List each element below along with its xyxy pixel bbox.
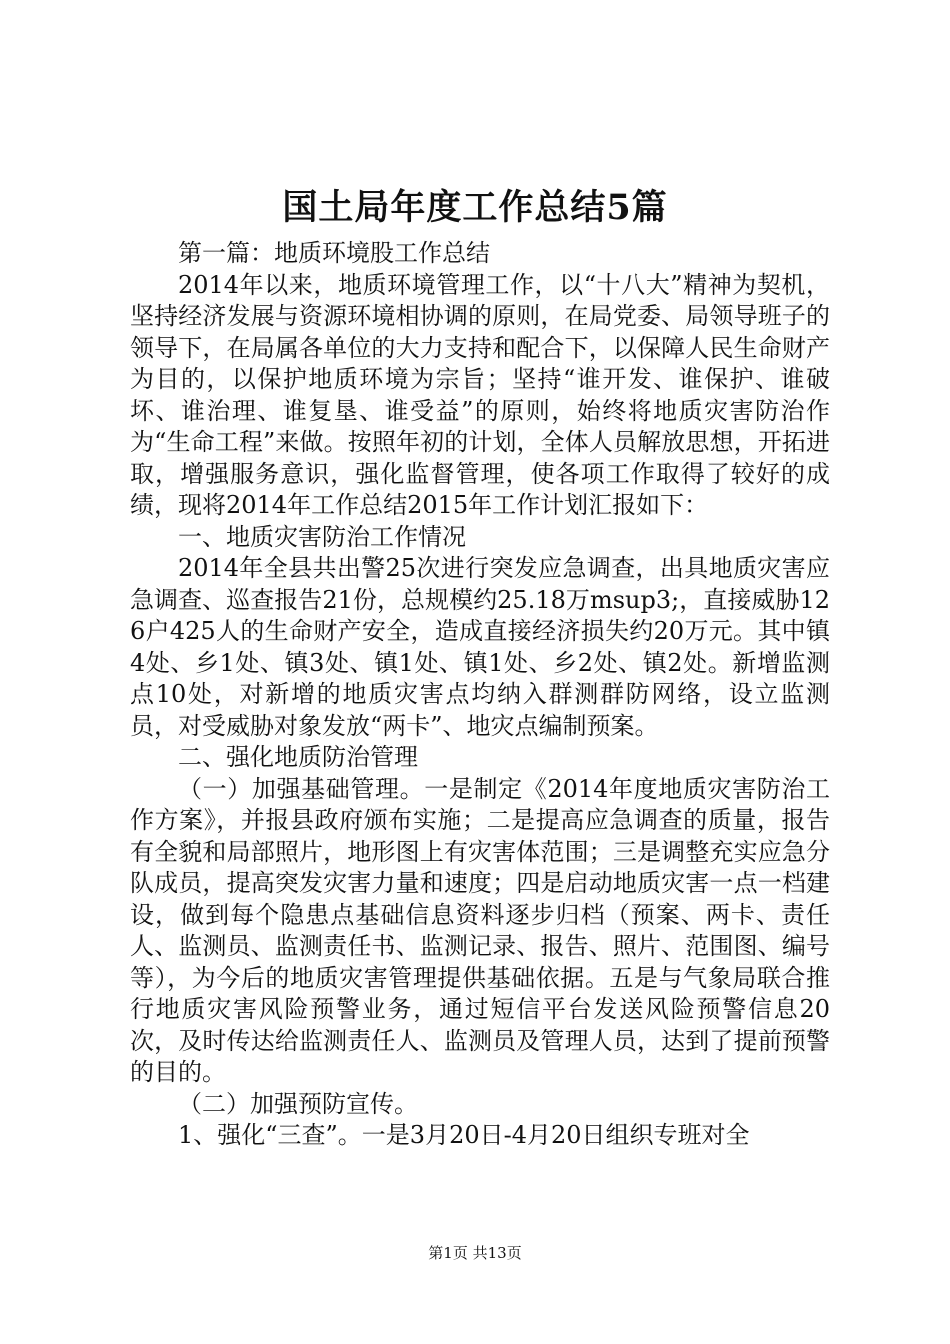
- document-body: [130, 238, 830, 1152]
- section-heading: 第一篇：地质环境股工作总结: [178, 239, 490, 267]
- body-paragraph: （一）加强基础管理。一是制定《2014年度地质灾害防治工作方案》，并报县政府颁布实施；二是提高应急调查的质量，报告有全貌和局部照片，地形图上有灾害体范围；三是调整充实应急分队成员，提高突发灾害力量和速度；四是启动地质灾害一点一档建设，做到每个隐患点基础信息资料逐步归档（预案、两卡、责任人、监测员、监测责任书、监测记录、报告、照片、范围图、编号等），为今后的地质灾害管理提供基础依据。五是与气象局联合推行地质灾害风险预警业务，通过短信平台发送风险预警信息20次，及时传达给监测责任人、监测员及管理人员，达到了提前预警的目的。: [130, 774, 830, 1086]
- section-heading: 二、强化地质防治管理: [178, 743, 418, 771]
- body-paragraph: 1、强化“三查”。一是3月20日-4月20日组织专班对全: [178, 1121, 750, 1149]
- body-paragraph: 2014年全县共出警25次进行突发应急调查，出具地质灾害应急调查、巡查报告21份，总规模约25.18万msup3;，直接威胁126户425人的生命财产安全，造成直接经济损失约20万元。其中镇4处、乡1处、镇3处、镇1处、镇1处、乡2处、镇2处。新增监测点10处，对新增的地质灾害点均纳入群测群防网络，设立监测员，对受威胁对象发放“两卡”、地灾点编制预案。: [130, 554, 830, 740]
- page-footer: 第1页 共13页: [428, 1244, 522, 1262]
- body-paragraph: 2014年以来，地质环境管理工作，以“十八大”精神为契机，坚持经济发展与资源环境相协调的原则，在局党委、局领导班子的领导下，在局属各单位的大力支持和配合下，以保障人民生命财产为目的，以保护地质环境为宗旨；坚持“谁开发、谁保护、谁破坏、谁治理、谁复垦、谁受益”的原则，始终将地质灾害防治作为“生命工程”来做。按照年初的计划，全体人员解放思想，开拓进取，增强服务意识，强化监督管理，使各项工作取得了较好的成绩，现将2014年工作总结2015年工作计划汇报如下：: [130, 270, 830, 519]
- section-heading: 一、地质灾害防治工作情况: [178, 522, 466, 551]
- subsection-heading: （二）加强预防宣传。: [178, 1089, 418, 1118]
- document-title: 国土局年度工作总结5篇: [282, 187, 668, 228]
